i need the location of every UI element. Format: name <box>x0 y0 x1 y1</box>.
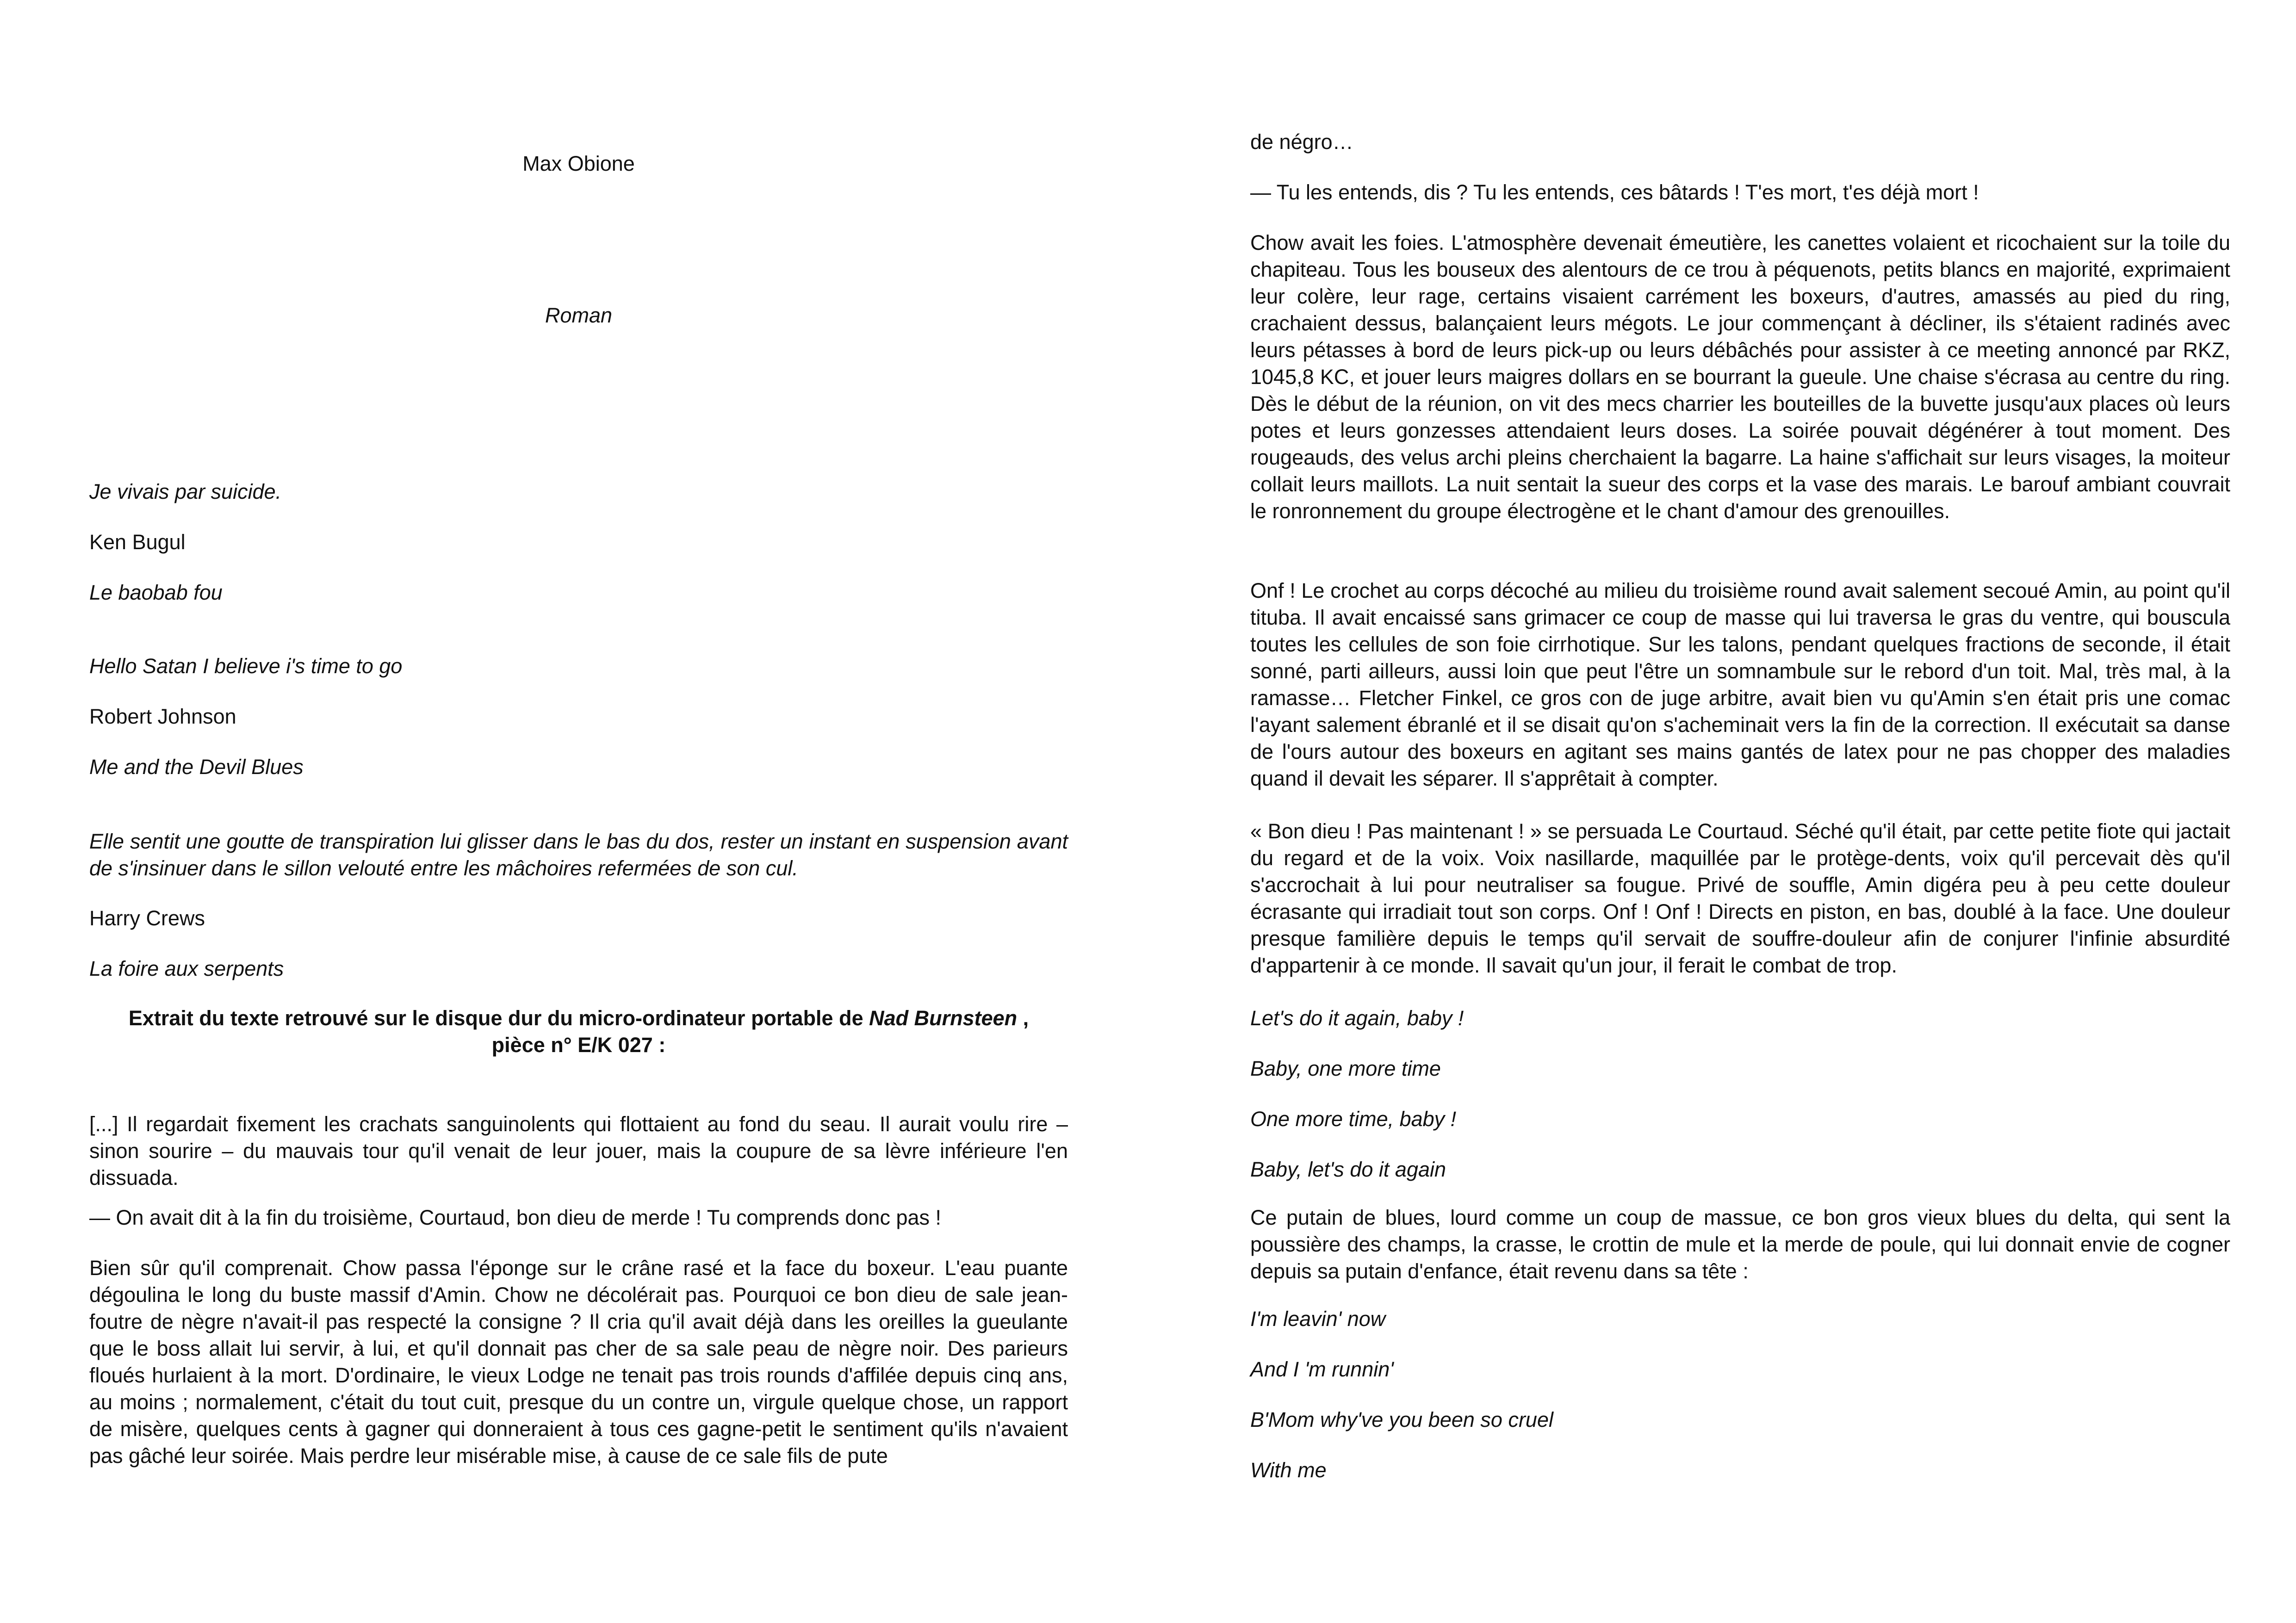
author-name: Max Obione <box>522 152 635 175</box>
right-page <box>1250 0 2230 1623</box>
epigraph-1-work: Le baobab fou <box>89 581 223 604</box>
body-paragraph-2: — On avait dit à la fin du troisième, Courtaud, bon dieu de merde ! Tu comprends donc pas ! <box>89 1206 942 1229</box>
right-paragraph-2: Chow avait les foies. L'atmosphère devenait émeutière, les canettes volaient et ricochaient sur la toile du chapiteau. Tous les bouseux des alentours de ce trou à péquenots, petits blancs en majorité, exprimaient leur colère, leur rage, certains visaient carrément les boxeurs, d'autres, amassés au pied du ring, crachaient dessus, balançaient leurs mégots. Le jour commençant à décliner, ils s'étaient radinés avec leurs pétasses à bord de leurs pick-up ou leurs débâchés pour assister à ce meeting annoncé par RKZ, 1045,8 KC, et jouer leurs maigres dollars en se bourrant la gueule. Une chaise s'écrasa au centre du ring. Dès le début de la réunion, on vit des mecs charrier les bouteilles de la buvette jusqu'aux places où leurs potes et leurs gonzesses attendaient leurs doses. La soirée pouvait dégénérer à tout moment. Des rougeauds, des velus archi pleins cherchaient la bagarre. La haine s'affichait sur leurs visages, la moiteur collait leurs maillots. La nuit sentait la sueur des corps et la vase des marais. Le barouf ambiant couvrait le ronronnement du groupe électrogène et le chant d'amour des grenouilles. <box>1250 231 2230 523</box>
blues-paragraph: Ce putain de blues, lourd comme un coup de massue, ce bon gros vieux blues du delta, qui sent la poussière des champs, la crasse, le crottin de mule et la merde de poule, qui lui donnait envie de cogner depuis sa putain d'enfance, était revenu dans sa tête : <box>1250 1206 2230 1283</box>
continuation-text: de négro… <box>1250 130 1353 154</box>
body-paragraph-3: Bien sûr qu'il comprenait. Chow passa l'éponge sur le crâne rasé et la face du boxeur. L'eau puante dégoulina le long du buste massif d'Amin. Chow ne décolérait pas. Pourquoi ce bon dieu de sale jean-foutre de nègre n'avait-il pas respecté la consigne ? Il cria qu'il avait déjà dans les oreilles la gueulante que le boss allait lui servir, à lui, et qu'il donnait pas cher de sa sale peau de nègre noir. Des parieurs floués hurlaient à la mort. D'ordinaire, le vieux Lodge ne tenait pas trois rounds d'affilée depuis cinq ans, au moins ; normalement, c'était du tout cuit, presque du un contre un, virgule quelque chose, un rapport de misère, quelques cents à gagner qui donneraient à tous ces gagne-petit le sentiment qu'ils n'avaient pas gâché leur soirée. Mais perdre leur misérable mise, à cause de ce sale fils de pute <box>89 1256 1068 1468</box>
extract-heading-name: Nad Burnsteen <box>869 1006 1018 1030</box>
epigraph-2-quote: Hello Satan I believe i's time to go <box>89 654 403 678</box>
extract-heading-line2: pièce n° E/K 027 : <box>491 1033 666 1057</box>
extract-heading <box>89 1005 1068 1059</box>
right-paragraph-1: — Tu les entends, dis ? Tu les entends, ces bâtards ! T'es mort, t'es déjà mort ! <box>1250 180 1979 204</box>
body-paragraph-1: [...] Il regardait fixement les crachats sanguinolents qui flottaient au fond du seau. Il aurait voulu rire – sinon sourire – du mauvais tour qu'il venait de leur jouer, mais la coupure de sa lèvre inférieure l'en dissuada. <box>89 1112 1068 1189</box>
extract-heading-suffix: , <box>1017 1006 1029 1030</box>
epigraph-1-quote: Je vivais par suicide. <box>89 480 282 503</box>
lyric-line-3: One more time, baby ! <box>1250 1107 1457 1131</box>
lyric-line-7: B'Mom why've you been so cruel <box>1250 1408 1553 1431</box>
lyric-line-6: And I 'm runnin' <box>1250 1357 1394 1381</box>
lyric-line-2: Baby, one more time <box>1250 1057 1441 1080</box>
right-paragraph-4: « Bon dieu ! Pas maintenant ! » se persuada Le Courtaud. Séché qu'il était, par cette petite fiote qui jactait du regard et de la voix. Voix nasillarde, maquillée par le protège-dents, voix qu'il percevait dès qu'il s'accrochait à lui pour neutraliser sa fougue. Privé de souffle, Amin digéra peu à peu cette douleur écrasante qui irradiait tout son corps. Onf ! Onf ! Directs en piston, en bas, doublé à la face. Une douleur presque familière depuis le temps qu'il servait de souffre-douleur afin de conjurer l'infinie absurdité d'appartenir à ce monde. Il savait qu'un jour, il ferait le combat de trop. <box>1250 819 2230 977</box>
lyric-line-1: Let's do it again, baby ! <box>1250 1006 1464 1030</box>
epigraph-2-author: Robert Johnson <box>89 705 236 728</box>
lyric-line-4: Baby, let's do it again <box>1250 1158 1446 1181</box>
right-paragraph-3: Onf ! Le crochet au corps décoché au milieu du troisième round avait salement secoué Amin, au point qu'il tituba. Il avait encaissé sans grimacer ce coup de masse qui lui traversa le gras du ventre, qui bouscula toutes les cellules de son foie cirrhotique. Sur les talons, pendant quelques fractions de seconde, il était sonné, parti ailleurs, aussi loin que peut l'être un somnambule sur le rebord d'un toit. Mal, très mal, à la ramasse… Fletcher Finkel, ce gros con de juge arbitre, avait bien vu qu'Amin s'en était pris une comac l'ayant salement ébranlé et il se disait qu'on s'acheminait vers la fin de la correction. Il exécutait sa danse de l'ours autour des boxeurs en agitant ses mains gantés de latex pour ne pas chopper des maladies quand il devait les séparer. Il s'apprêtait à compter. <box>1250 579 2230 790</box>
epigraph-2-work: Me and the Devil Blues <box>89 755 304 779</box>
lyric-line-5: I'm leavin' now <box>1250 1307 1386 1331</box>
epigraph-3-work: La foire aux serpents <box>89 957 284 980</box>
left-page <box>89 0 1068 1623</box>
epigraph-3-quote: Elle sentit une goutte de transpiration lui glisser dans le bas du dos, rester un instant en suspension avant de s'insinuer dans le sillon velouté entre les mâchoires refermées de son cul. <box>89 830 1068 880</box>
extract-heading-prefix: Extrait du texte retrouvé sur le disque dur du micro-ordinateur portable de <box>128 1006 869 1030</box>
genre-label: Roman <box>545 304 613 327</box>
epigraph-3-author: Harry Crews <box>89 906 205 930</box>
lyric-line-8: With me <box>1250 1458 1327 1482</box>
epigraph-1-author: Ken Bugul <box>89 530 186 554</box>
